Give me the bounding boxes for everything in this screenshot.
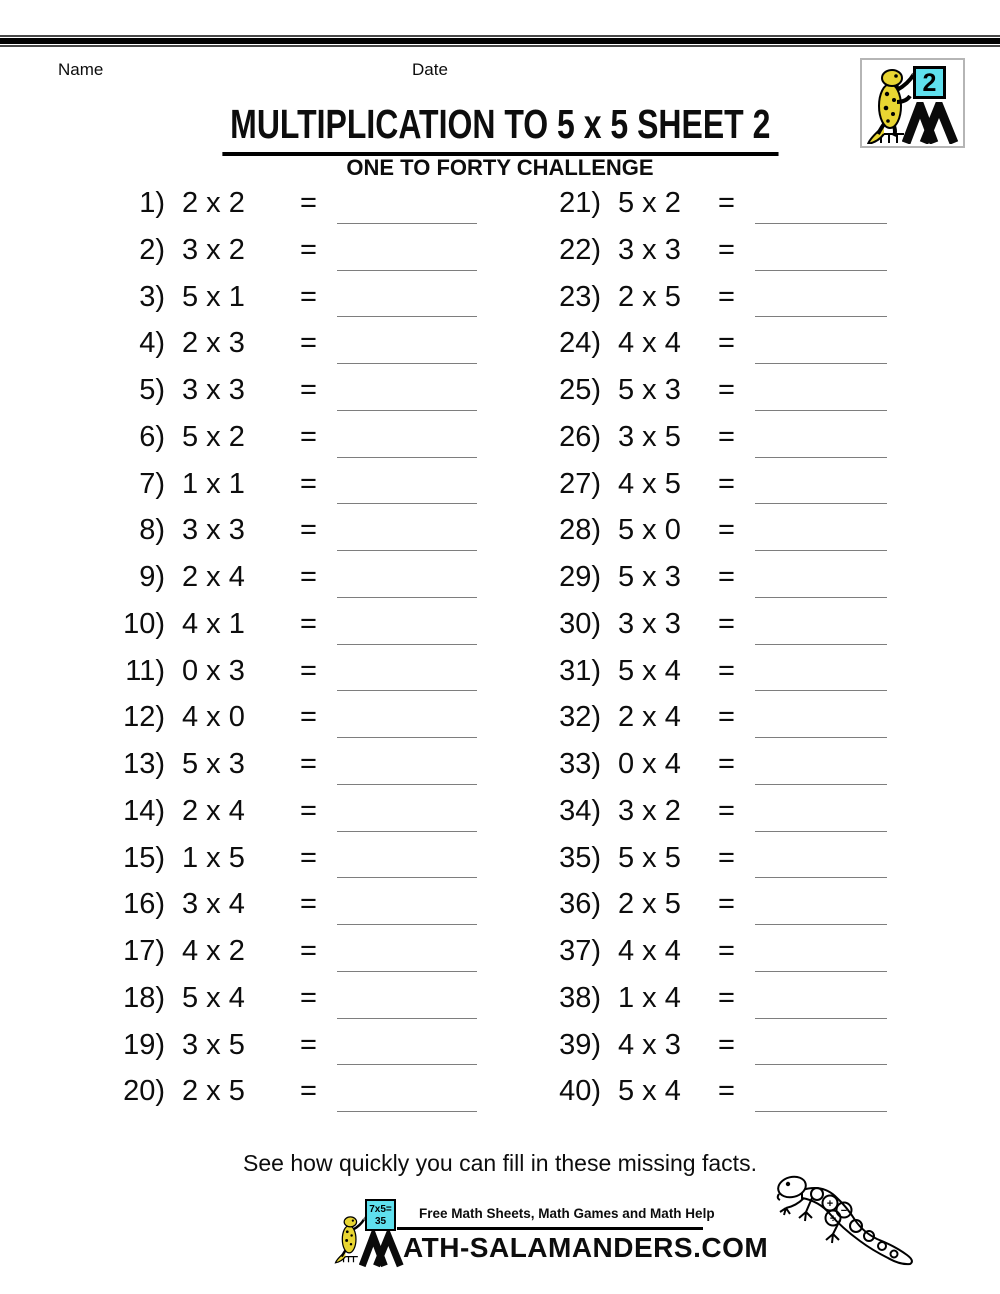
answer-blank[interactable] bbox=[755, 550, 887, 551]
answer-blank[interactable] bbox=[755, 1018, 887, 1019]
svg-text:−: − bbox=[840, 1205, 848, 1217]
equals-sign: = bbox=[300, 701, 317, 734]
problem-expression: 5 x 1 bbox=[182, 280, 245, 313]
problem-expression: 2 x 2 bbox=[182, 187, 245, 219]
problem-row bbox=[0, 928, 500, 975]
problem-row bbox=[436, 1068, 936, 1115]
problem-expression: 3 x 2 bbox=[182, 233, 245, 266]
problem-number: 31) bbox=[559, 654, 601, 687]
problem-expression: 3 x 3 bbox=[182, 514, 245, 547]
problem-expression: 0 x 4 bbox=[618, 748, 681, 780]
problem-expression: 4 x 0 bbox=[182, 701, 245, 734]
answer-blank[interactable] bbox=[755, 971, 887, 972]
answer-blank[interactable] bbox=[755, 270, 887, 271]
problem-expression: 2 x 4 bbox=[618, 701, 681, 734]
problem-row bbox=[436, 227, 936, 274]
problem-expression: 3 x 3 bbox=[618, 607, 681, 640]
problem-row bbox=[0, 741, 500, 788]
equals-sign: = bbox=[718, 888, 735, 921]
equals-sign: = bbox=[718, 561, 735, 593]
problem-expression: 5 x 4 bbox=[618, 654, 681, 687]
problem-number: 3) bbox=[139, 280, 165, 313]
problem-expression: 2 x 5 bbox=[182, 1075, 245, 1108]
problem-row bbox=[0, 274, 500, 321]
problem-number: 5) bbox=[139, 374, 165, 406]
problem-number: 24) bbox=[559, 327, 601, 360]
problem-number: 35) bbox=[559, 841, 601, 874]
problem-row bbox=[436, 835, 936, 882]
answer-blank[interactable] bbox=[755, 457, 887, 458]
salamander-illustration bbox=[772, 1166, 924, 1268]
problem-row bbox=[0, 788, 500, 835]
problem-row bbox=[0, 694, 500, 741]
problem-row bbox=[436, 1022, 936, 1069]
equals-sign: = bbox=[300, 420, 317, 453]
problem-number: 21) bbox=[559, 187, 601, 219]
problem-row bbox=[436, 554, 936, 601]
problem-expression: 5 x 3 bbox=[182, 748, 245, 780]
problem-number: 22) bbox=[559, 233, 601, 266]
problem-row bbox=[0, 367, 500, 414]
equals-sign: = bbox=[300, 280, 317, 313]
answer-blank[interactable] bbox=[755, 924, 887, 925]
problem-number: 7) bbox=[139, 467, 165, 500]
logo-equation-line1: 7x5= bbox=[369, 1204, 392, 1215]
problem-expression: 2 x 4 bbox=[182, 794, 245, 827]
equals-sign: = bbox=[718, 374, 735, 406]
equals-sign: = bbox=[300, 981, 317, 1014]
answer-blank[interactable] bbox=[755, 503, 887, 504]
problem-row bbox=[436, 274, 936, 321]
problem-expression: 1 x 5 bbox=[182, 841, 245, 874]
problems-column-left bbox=[0, 180, 500, 1115]
problem-expression: 5 x 3 bbox=[618, 374, 681, 406]
equals-sign: = bbox=[300, 561, 317, 593]
problem-number: 2) bbox=[139, 233, 165, 266]
problem-expression: 2 x 5 bbox=[618, 280, 681, 313]
svg-text:÷: ÷ bbox=[829, 1213, 837, 1225]
equals-sign: = bbox=[718, 935, 735, 967]
problem-row bbox=[436, 648, 936, 695]
page-title: MULTIPLICATION TO 5 x 5 SHEET 2 bbox=[222, 101, 778, 156]
sheet-number: 2 bbox=[922, 69, 937, 97]
problem-expression: 1 x 1 bbox=[182, 467, 245, 500]
sheet-number-card bbox=[913, 66, 946, 99]
problem-row bbox=[0, 835, 500, 882]
equals-sign: = bbox=[300, 794, 317, 827]
problem-number: 33) bbox=[559, 748, 601, 780]
problem-number: 28) bbox=[559, 514, 601, 547]
problem-number: 32) bbox=[559, 701, 601, 734]
equals-sign: = bbox=[718, 981, 735, 1014]
answer-blank[interactable] bbox=[755, 737, 887, 738]
answer-blank[interactable] bbox=[755, 1064, 887, 1065]
problem-expression: 3 x 3 bbox=[182, 374, 245, 406]
problem-number: 20) bbox=[123, 1075, 165, 1108]
equals-sign: = bbox=[300, 374, 317, 406]
problem-row bbox=[0, 975, 500, 1022]
problem-row bbox=[0, 1068, 500, 1115]
problem-row bbox=[436, 367, 936, 414]
problem-number: 38) bbox=[559, 981, 601, 1014]
equals-sign: = bbox=[718, 420, 735, 453]
problem-number: 40) bbox=[559, 1075, 601, 1108]
problem-expression: 5 x 3 bbox=[618, 561, 681, 593]
equals-sign: = bbox=[718, 748, 735, 780]
problem-number: 27) bbox=[559, 467, 601, 500]
problem-expression: 0 x 3 bbox=[182, 654, 245, 687]
site-wordmark: ATH-SALAMANDERS.COM bbox=[403, 1232, 769, 1263]
problem-number: 29) bbox=[559, 561, 601, 593]
equals-sign: = bbox=[718, 1028, 735, 1061]
problem-expression: 4 x 1 bbox=[182, 607, 245, 640]
problems-column-right bbox=[436, 180, 936, 1115]
equals-sign: = bbox=[300, 514, 317, 547]
problem-expression: 3 x 5 bbox=[618, 420, 681, 453]
logo-divider bbox=[397, 1227, 703, 1230]
logo-equation-line2: 35 bbox=[374, 1215, 387, 1227]
problem-expression: 4 x 3 bbox=[618, 1028, 681, 1061]
equals-sign: = bbox=[300, 748, 317, 780]
problem-row bbox=[436, 461, 936, 508]
equals-sign: = bbox=[300, 607, 317, 640]
problem-row bbox=[0, 180, 500, 227]
problem-row bbox=[436, 414, 936, 461]
problem-row bbox=[436, 507, 936, 554]
problem-number: 15) bbox=[123, 841, 165, 874]
equals-sign: = bbox=[718, 654, 735, 687]
equals-sign: = bbox=[300, 935, 317, 967]
problem-row bbox=[436, 928, 936, 975]
problem-number: 8) bbox=[139, 514, 165, 547]
answer-blank[interactable] bbox=[755, 1111, 887, 1112]
answer-blank[interactable] bbox=[755, 831, 887, 832]
problem-row bbox=[436, 975, 936, 1022]
problem-number: 6) bbox=[139, 420, 165, 453]
equals-sign: = bbox=[300, 327, 317, 360]
problem-expression: 2 x 4 bbox=[182, 561, 245, 593]
answer-blank[interactable] bbox=[755, 223, 887, 224]
problem-number: 4) bbox=[139, 327, 165, 360]
name-label: Name bbox=[58, 60, 104, 79]
problem-expression: 5 x 4 bbox=[618, 1075, 681, 1108]
problem-row bbox=[0, 461, 500, 508]
equals-sign: = bbox=[718, 187, 735, 219]
equals-sign: = bbox=[300, 1075, 317, 1108]
problem-row bbox=[0, 601, 500, 648]
problem-row bbox=[436, 320, 936, 367]
equals-sign: = bbox=[300, 233, 317, 266]
problem-number: 10) bbox=[123, 607, 165, 640]
problem-expression: 5 x 5 bbox=[618, 841, 681, 874]
date-label: Date bbox=[412, 60, 448, 79]
problem-expression: 4 x 2 bbox=[182, 935, 245, 967]
problem-number: 1) bbox=[139, 187, 165, 219]
problem-row bbox=[436, 694, 936, 741]
equals-sign: = bbox=[300, 888, 317, 921]
problem-expression: 5 x 2 bbox=[618, 187, 681, 219]
problem-number: 36) bbox=[559, 888, 601, 921]
problem-row bbox=[0, 1022, 500, 1069]
problem-number: 14) bbox=[123, 794, 165, 827]
problem-row bbox=[0, 227, 500, 274]
problem-row bbox=[436, 601, 936, 648]
problem-number: 23) bbox=[559, 280, 601, 313]
problem-number: 19) bbox=[123, 1028, 165, 1061]
problem-expression: 3 x 2 bbox=[618, 794, 681, 827]
problem-number: 16) bbox=[123, 888, 165, 921]
problem-expression: 3 x 5 bbox=[182, 1028, 245, 1061]
page-subtitle: ONE TO FORTY CHALLENGE bbox=[346, 155, 654, 180]
equals-sign: = bbox=[718, 280, 735, 313]
header-rule bbox=[0, 35, 1000, 47]
equals-sign: = bbox=[718, 514, 735, 547]
equals-sign: = bbox=[718, 701, 735, 734]
problem-expression: 2 x 5 bbox=[618, 888, 681, 921]
problem-row bbox=[0, 648, 500, 695]
problem-number: 25) bbox=[559, 374, 601, 406]
footer-logo bbox=[333, 1199, 769, 1277]
problem-row bbox=[0, 414, 500, 461]
equals-sign: = bbox=[718, 327, 735, 360]
problem-number: 26) bbox=[559, 420, 601, 453]
problem-row bbox=[0, 881, 500, 928]
problem-row bbox=[0, 320, 500, 367]
equals-sign: = bbox=[718, 1075, 735, 1108]
problem-number: 39) bbox=[559, 1028, 601, 1061]
problem-number: 9) bbox=[139, 561, 165, 593]
problem-row bbox=[436, 881, 936, 928]
equals-sign: = bbox=[300, 187, 317, 219]
answer-blank[interactable] bbox=[755, 363, 887, 364]
problem-row bbox=[436, 788, 936, 835]
equals-sign: = bbox=[718, 233, 735, 266]
equals-sign: = bbox=[718, 794, 735, 827]
answer-blank[interactable] bbox=[755, 410, 887, 411]
footer-message: See how quickly you can fill in these missing facts. bbox=[243, 1150, 757, 1176]
problem-number: 34) bbox=[559, 794, 601, 827]
equals-sign: = bbox=[300, 467, 317, 500]
problem-expression: 5 x 0 bbox=[618, 514, 681, 547]
logo-equation-card bbox=[365, 1199, 396, 1231]
answer-blank[interactable] bbox=[755, 316, 887, 317]
problem-expression: 4 x 5 bbox=[618, 467, 681, 500]
equals-sign: = bbox=[300, 654, 317, 687]
equals-sign: = bbox=[718, 841, 735, 874]
problem-row bbox=[0, 507, 500, 554]
problem-expression: 5 x 2 bbox=[182, 420, 245, 453]
equals-sign: = bbox=[718, 467, 735, 500]
answer-blank[interactable] bbox=[755, 784, 887, 785]
equals-sign: = bbox=[300, 1028, 317, 1061]
problem-row bbox=[0, 554, 500, 601]
problem-expression: 1 x 4 bbox=[618, 981, 681, 1014]
logo-tagline: Free Math Sheets, Math Games and Math Help bbox=[419, 1206, 715, 1221]
problem-expression: 3 x 4 bbox=[182, 888, 245, 921]
problem-number: 13) bbox=[123, 748, 165, 780]
problem-expression: 3 x 3 bbox=[618, 233, 681, 266]
problem-expression: 2 x 3 bbox=[182, 327, 245, 360]
problem-number: 30) bbox=[559, 607, 601, 640]
problem-row bbox=[436, 180, 936, 227]
equals-sign: = bbox=[300, 841, 317, 874]
logo-m-icon bbox=[359, 1231, 405, 1269]
problem-number: 12) bbox=[123, 701, 165, 734]
answer-blank[interactable] bbox=[755, 877, 887, 878]
answer-blank[interactable] bbox=[755, 597, 887, 598]
problem-expression: 4 x 4 bbox=[618, 935, 681, 967]
problem-expression: 5 x 4 bbox=[182, 981, 245, 1014]
svg-text:+: + bbox=[826, 1198, 834, 1210]
problem-number: 37) bbox=[559, 935, 601, 967]
answer-blank[interactable] bbox=[755, 690, 887, 691]
problem-number: 18) bbox=[123, 981, 165, 1014]
problem-number: 11) bbox=[125, 654, 165, 687]
problem-row bbox=[436, 741, 936, 788]
equals-sign: = bbox=[718, 607, 735, 640]
problem-expression: 4 x 4 bbox=[618, 327, 681, 360]
problem-number: 17) bbox=[123, 935, 165, 967]
answer-blank[interactable] bbox=[755, 644, 887, 645]
